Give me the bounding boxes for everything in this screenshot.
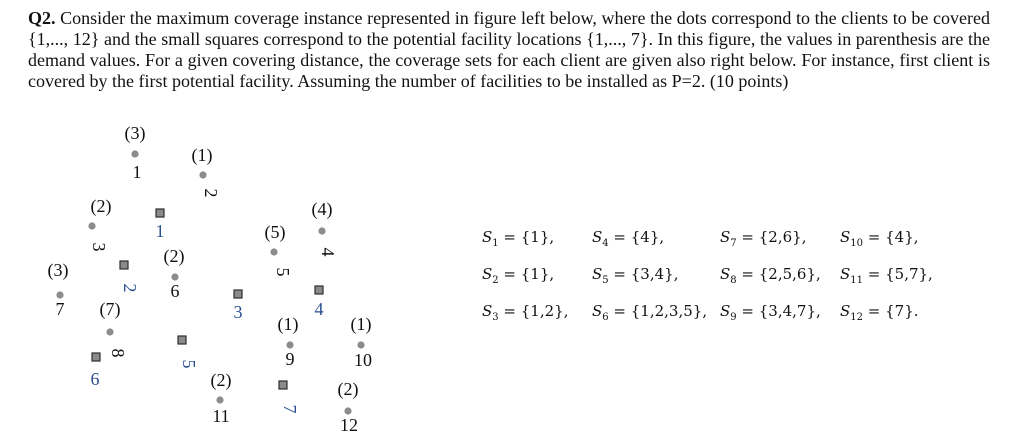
- client-12-demand: (2): [337, 379, 359, 399]
- coverage-sets: [482, 228, 982, 328]
- client-5-demand: (5): [264, 222, 286, 242]
- client-3-demand: (2): [90, 196, 112, 216]
- client-6-demand: (2): [163, 246, 185, 266]
- set-s2: $S_2 = \{1\}$,: [482, 265, 555, 286]
- client-4-dot: [318, 227, 325, 234]
- facility-6-label: 6: [90, 369, 100, 389]
- client-10-demand: (1): [350, 314, 372, 334]
- client-11-dot: [216, 396, 223, 403]
- client-1-demand: (3): [124, 123, 146, 143]
- client-3-id: 3: [89, 242, 109, 252]
- facility-7-square: [279, 381, 287, 389]
- client-12-id: 12: [340, 415, 358, 435]
- client-11-id: 11: [212, 406, 230, 426]
- client-10-id: 10: [354, 350, 372, 370]
- facility-7-label: 7: [280, 404, 300, 414]
- set-s8: $S_8 = \{2,5,6\}$,: [720, 265, 821, 286]
- client-10-dot: [357, 341, 364, 348]
- facilities-layer: [91, 209, 324, 414]
- set-s10: $S_{10} = \{4\}$,: [840, 228, 919, 249]
- client-1-id: 1: [132, 162, 142, 182]
- client-1-dot: [131, 150, 138, 157]
- facility-4-label: 4: [314, 299, 324, 319]
- client-8-dot: [106, 328, 113, 335]
- facility-2-square: [120, 261, 128, 269]
- client-3-dot: [88, 222, 95, 229]
- set-s11: $S_{11} = \{5,7\}$,: [840, 265, 933, 286]
- client-2-id: 2: [201, 188, 221, 198]
- client-9-dot: [286, 341, 293, 348]
- client-5-id: 5: [273, 267, 293, 277]
- client-4-id: 4: [318, 247, 338, 257]
- set-s7: $S_7 = \{2,6\}$,: [720, 228, 807, 249]
- client-8-id: 8: [108, 348, 128, 358]
- client-4-demand: (4): [311, 199, 333, 219]
- client-7-demand: (3): [47, 260, 69, 280]
- set-s6: $S_6 = \{1,2,3,5\}$,: [592, 302, 708, 323]
- facility-5-label: 5: [179, 359, 199, 369]
- set-s12: $S_{12} = \{7\}$.: [840, 302, 919, 323]
- set-s1: $S_1 = \{1\}$,: [482, 228, 555, 249]
- question-body: Consider the maximum coverage instance represented in figure left below, where the dots correspond to the clients to be covered {1,..., 12} and the small squares correspond to the potential facility locations {1,..., 7}. In this figure, the values in parenthesis are the demand values. For a given covering distance, the coverage sets for each client are given also right below. For instance, first client is covered by the first potential facility. Assuming the number of facilities to be installed as P=2. (10 points): [28, 8, 990, 91]
- set-s9: $S_9 = \{3,4,7\}$,: [720, 302, 821, 323]
- client-6-id: 6: [170, 281, 180, 301]
- client-11-demand: (2): [210, 370, 232, 390]
- client-7-id: 7: [55, 299, 65, 319]
- set-s5: $S_5 = \{3,4\}$,: [592, 265, 679, 286]
- facility-5-square: [178, 336, 186, 344]
- client-9-id: 9: [285, 349, 295, 369]
- facility-2-label: 2: [120, 283, 140, 293]
- facility-1-square: [156, 209, 164, 217]
- facility-4-square: [315, 286, 323, 294]
- client-5-dot: [270, 248, 277, 255]
- facility-3-label: 3: [233, 302, 243, 322]
- set-s4: $S_4 = \{4\}$,: [592, 228, 665, 249]
- client-9-demand: (1): [277, 314, 299, 334]
- client-2-dot: [199, 171, 206, 178]
- client-8-demand: (7): [99, 299, 121, 319]
- coverage-figure: [0, 0, 430, 443]
- client-12-dot: [344, 407, 351, 414]
- client-2-demand: (1): [191, 145, 213, 165]
- set-s3: $S_3 = \{1,2\}$,: [482, 302, 569, 323]
- client-7-dot: [56, 291, 63, 298]
- facility-6-square: [92, 353, 100, 361]
- question-number: Q2.: [28, 8, 56, 28]
- facility-3-square: [234, 290, 242, 298]
- client-6-dot: [171, 273, 178, 280]
- facility-1-label: 1: [155, 221, 165, 241]
